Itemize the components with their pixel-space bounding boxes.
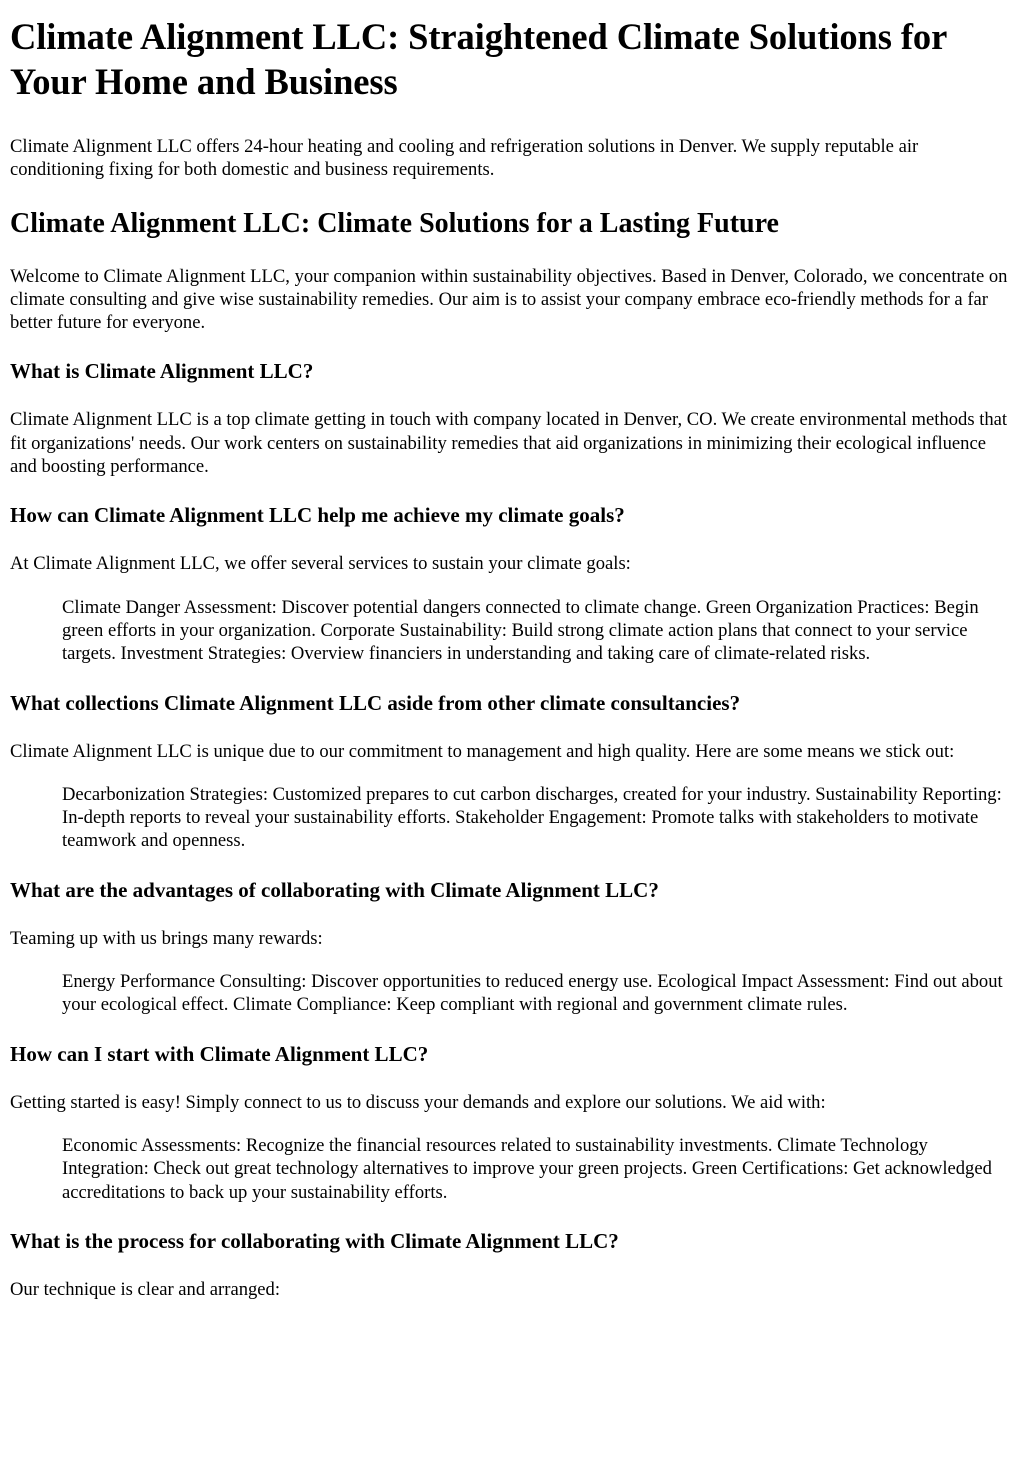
faq-question-6: What is the process for collaborating with Climate Alignment LLC? [10, 1228, 619, 1253]
page-title: Climate Alignment LLC: Straightened Climate Solutions for Your Home and Business [10, 16, 947, 102]
faq-quote-3: Decarbonization Strategies: Customized prepares to cut carbon discharges, created for your industry. Sustainability Reporting: In-depth reports to reveal your sustainability efforts. Stakeholder Engagement: Promote talks with stakeholders to motivate teamwork and openness. [62, 783, 1002, 852]
faq-quote-2: Climate Danger Assessment: Discover potential dangers connected to climate change. Green Organization Practices: Begin green efforts in your organization. Corporate Sustainability: Build strong climate action plans that connect to your service targets. Investment Strategies: Overview financiers in understanding and taking care of climate-related risks. [62, 596, 979, 665]
faq-question-5: How can I start with Climate Alignment LLC? [10, 1041, 429, 1066]
section-paragraph: Welcome to Climate Alignment LLC, your companion within sustainability objectives. Based in Denver, Colorado, we concentrate on climate consulting and give wise sustainability remedies. Our aim is to assist your company embrace eco-friendly methods for a far better future for everyone. [10, 265, 1008, 334]
faq-question-4: What are the advantages of collaborating with Climate Alignment LLC? [10, 877, 659, 902]
faq-answer-4: Teaming up with us brings many rewards: [10, 927, 323, 949]
section-heading: Climate Alignment LLC: Climate Solutions for a Lasting Future [10, 207, 779, 239]
faq-quote-4: Energy Performance Consulting: Discover opportunities to reduced energy use. Ecological Impact Assessment: Find out about your ecological effect. Climate Compliance: Keep compliant with regional and government climate rules. [62, 971, 1003, 1016]
faq-answer-2: At Climate Alignment LLC, we offer several services to sustain your climate goals: [10, 553, 631, 575]
article [0, 14, 1024, 1301]
faq-answer-6: Our technique is clear and arranged: [10, 1278, 280, 1300]
faq-quote-5: Economic Assessments: Recognize the financial resources related to sustainability investments. Climate Technology Integration: Check out great technology alternatives to improve your green projects. Green Certifications: Get acknowledged accreditations to back up your sustainability efforts. [62, 1134, 992, 1203]
faq-answer-3: Climate Alignment LLC is unique due to our commitment to management and high quality. Here are some means we stick out: [10, 740, 955, 762]
intro-paragraph: Climate Alignment LLC offers 24-hour heating and cooling and refrigeration solutions in Denver. We supply reputable air conditioning fixing for both domestic and business requirements. [10, 136, 919, 181]
faq-question-1: What is Climate Alignment LLC? [10, 359, 314, 384]
faq-answer-1: Climate Alignment LLC is a top climate getting in touch with company located in Denver, CO. We create environmental methods that fit organizations' needs. Our work centers on sustainability remedies that aid organizations in minimizing their ecological influence and boosting performance. [10, 409, 1008, 478]
faq-question-2: How can Climate Alignment LLC help me achieve my climate goals? [10, 503, 625, 528]
faq-question-3: What collections Climate Alignment LLC aside from other climate consultancies? [10, 690, 741, 715]
faq-answer-5: Getting started is easy! Simply connect to us to discuss your demands and explore our solutions. We aid with: [10, 1091, 826, 1113]
